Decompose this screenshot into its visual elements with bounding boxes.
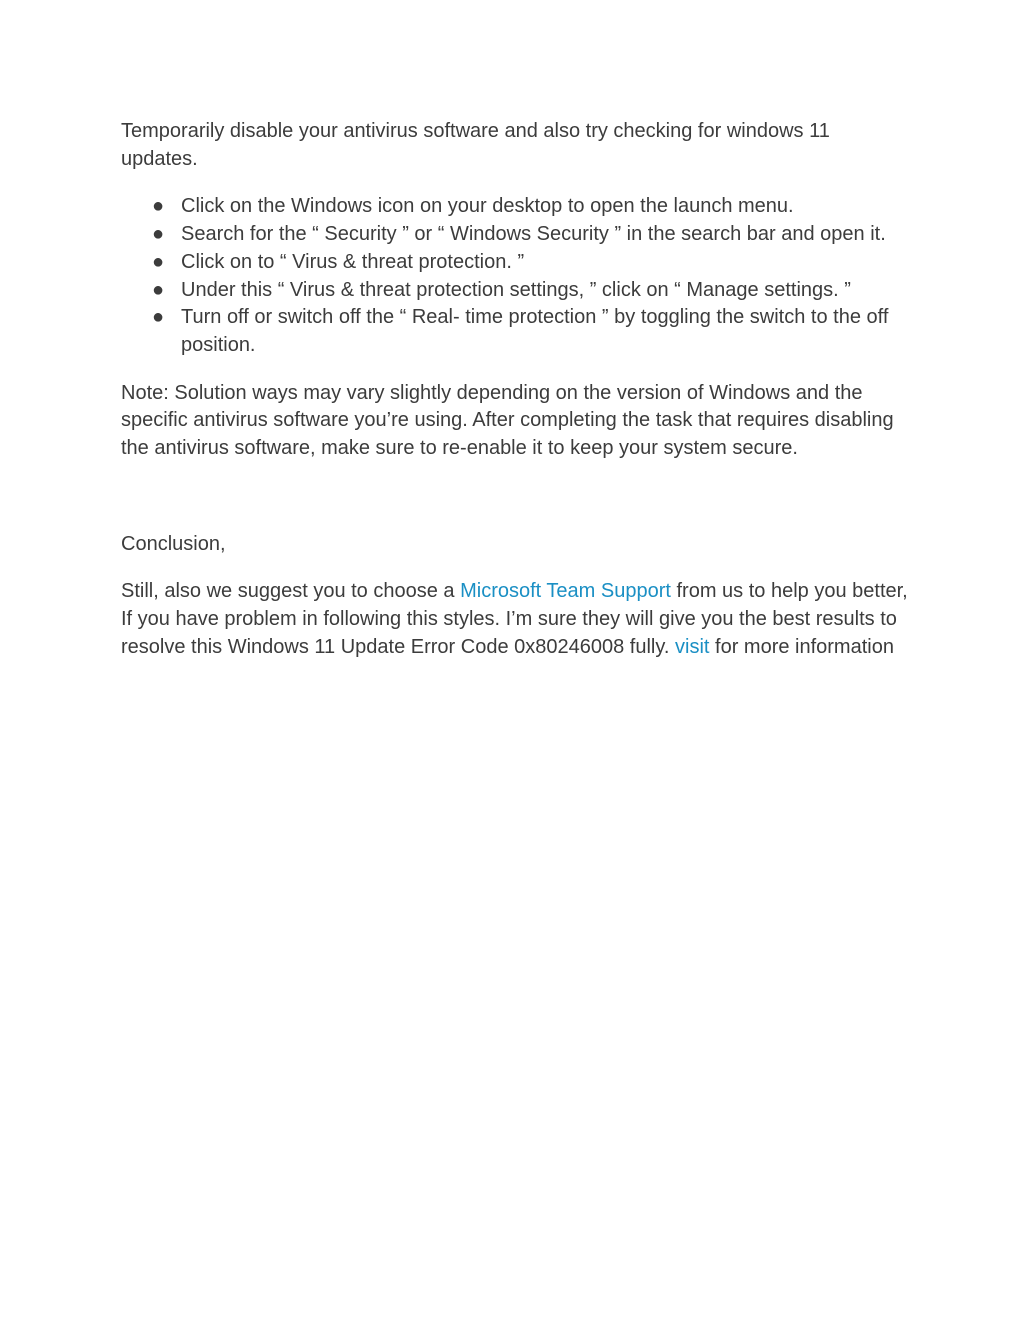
document-body xyxy=(121,118,911,662)
list-item-text: Turn off or switch off the “ Real- time protection ” by toggling the switch to the off position. xyxy=(181,306,889,356)
list-item xyxy=(121,249,911,277)
bullet-icon: ● xyxy=(151,278,165,301)
conclusion-paragraph xyxy=(121,578,911,661)
list-item xyxy=(121,193,911,221)
list-item-text: Under this “ Virus & threat protection settings, ” click on “ Manage settings. ” xyxy=(181,278,851,301)
list-item xyxy=(121,304,911,359)
list-item-text: Click on to “ Virus & threat protection. ” xyxy=(181,250,525,273)
list-item xyxy=(121,221,911,249)
intro-paragraph: Temporarily disable your antivirus software and also try checking for windows 11 updates. xyxy=(121,120,830,170)
list-item-text: Search for the “ Security ” or “ Windows Security ” in the search bar and open it. xyxy=(181,223,886,246)
note-paragraph: Note: Solution ways may vary slightly depending on the version of Windows and the specific antivirus software you’re using. After completing the task that requires disabling the antivirus software, make sure to re-enable it to keep your system secure. xyxy=(121,381,894,460)
bullet-icon: ● xyxy=(151,306,165,329)
conclusion-text-part1: Still, also we suggest you to choose a xyxy=(121,580,461,603)
conclusion-text-part3: for more information xyxy=(709,635,894,658)
list-item xyxy=(121,277,911,305)
microsoft-team-support-link[interactable]: Microsoft Team Support xyxy=(460,580,671,603)
bullet-icon: ● xyxy=(151,195,165,218)
bullet-icon: ● xyxy=(151,250,165,273)
visit-link[interactable]: visit xyxy=(675,635,710,658)
list-item-text: Click on the Windows icon on your desktop to open the launch menu. xyxy=(181,195,794,218)
bullet-icon: ● xyxy=(151,223,165,246)
conclusion-text-part2: from us to help you better, If you have problem in following this styles. I’m sure they will give you the best results to resolve this Windows 11 Update Error Code 0x80246008 fully. xyxy=(121,580,908,658)
conclusion-heading: Conclusion, xyxy=(121,532,226,555)
steps-list xyxy=(121,193,911,359)
